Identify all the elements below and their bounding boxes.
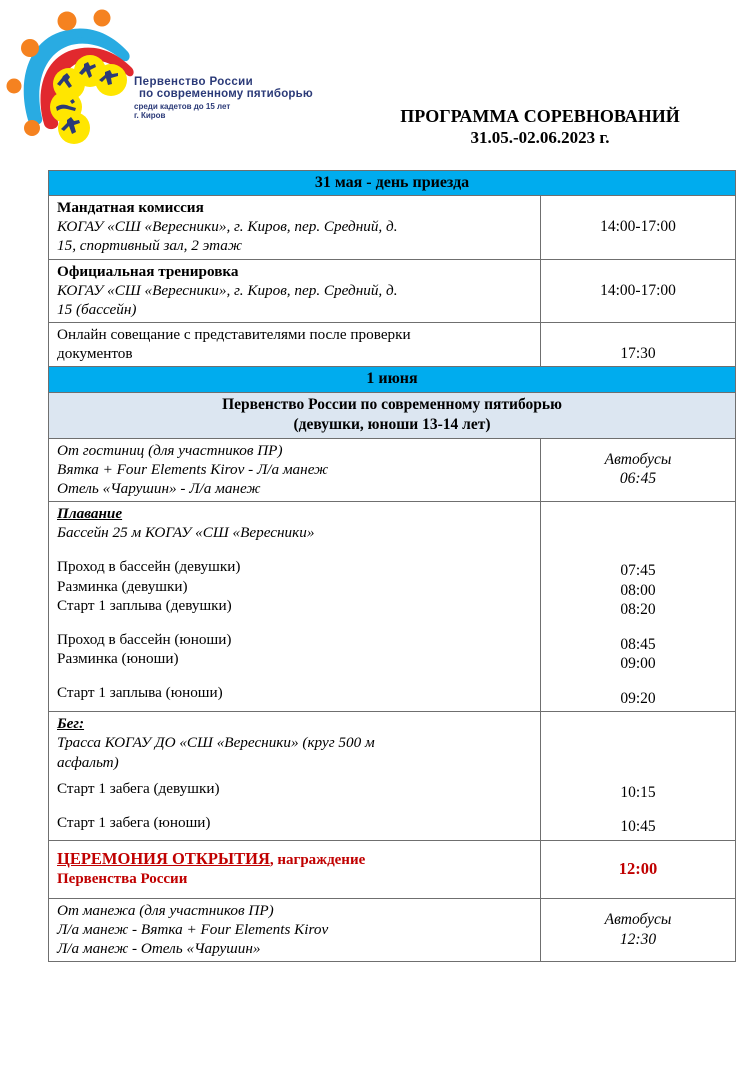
swimming-cell bbox=[49, 502, 541, 712]
transport-afternoon-line-2: Л/а манеж - Вятка + Four Elements Kirov bbox=[57, 921, 329, 939]
transport-morning-time-label: Автобусы bbox=[604, 450, 672, 468]
ceremony-first-line bbox=[57, 848, 534, 871]
swimming-item-4-label: Разминка (юноши) bbox=[57, 650, 179, 668]
table-row bbox=[49, 196, 736, 259]
pentathlon-emblem-icon bbox=[6, 8, 146, 148]
day-banner-row bbox=[49, 367, 736, 392]
swimming-times-cell bbox=[541, 502, 736, 712]
mandate-commission-venue-line-2: 15, спортивный зал, 2 этаж bbox=[57, 237, 242, 255]
online-meeting-cell bbox=[49, 323, 541, 367]
document-header bbox=[0, 0, 750, 160]
running-item-1-time: 10:45 bbox=[620, 818, 656, 836]
competition-banner-row bbox=[49, 392, 736, 438]
ceremony-title: ЦЕРЕМОНИЯ ОТКРЫТИЯ bbox=[57, 848, 270, 868]
day1-banner: 31 мая - день приезда bbox=[49, 171, 736, 196]
page-title bbox=[330, 106, 750, 149]
official-training-venue-line-2: 15 (бассейн) bbox=[57, 300, 137, 318]
table-row bbox=[49, 502, 736, 712]
online-meeting-line-2: документов bbox=[57, 345, 133, 363]
transport-morning-line-1: От гостиниц (для участников ПР) bbox=[57, 441, 283, 459]
official-training-time: 14:00-17:00 bbox=[541, 259, 736, 322]
ceremony-subtitle: , награждение bbox=[269, 851, 366, 868]
logo-block bbox=[6, 8, 336, 148]
swimming-heading: Плавание bbox=[57, 505, 123, 523]
swimming-item-2-time: 08:20 bbox=[620, 601, 656, 619]
logo-line-4: г. Киров bbox=[134, 111, 166, 121]
swimming-item-0-time: 07:45 bbox=[620, 562, 656, 580]
spacer bbox=[57, 615, 534, 630]
program-table bbox=[48, 170, 736, 962]
swimming-item-5-time: 09:20 bbox=[620, 689, 656, 707]
running-venue-line-1: Трасса КОГАУ ДО «СШ «Вересники» (круг 500 м bbox=[57, 734, 375, 752]
transport-morning-line-2: Вятка + Four Elements Kirov - Л/а манеж bbox=[57, 460, 329, 478]
logo-line-3: среди кадетов до 15 лет bbox=[134, 101, 231, 111]
transport-afternoon-line-3: Л/а манеж - Отель «Чарушин» bbox=[57, 940, 261, 958]
transport-afternoon-time-value: 12:30 bbox=[619, 930, 657, 948]
competition-banner-line-1: Первенство России по современному пятиборью bbox=[222, 395, 562, 413]
transport-morning-time-cell bbox=[541, 438, 736, 501]
official-training-title: Официальная тренировка bbox=[57, 262, 239, 280]
spacer bbox=[57, 668, 534, 683]
online-meeting-line-1: Онлайн совещание с представителями после проверки bbox=[57, 326, 411, 344]
running-times-cell bbox=[541, 712, 736, 841]
logo-line-2: по современному пятиборью bbox=[139, 88, 313, 101]
swimming-item-4-time: 09:00 bbox=[620, 655, 656, 673]
table-row bbox=[49, 259, 736, 322]
transport-afternoon-time-label: Автобусы bbox=[604, 911, 672, 929]
spacer bbox=[57, 798, 534, 813]
logo-text-block bbox=[134, 76, 334, 121]
day2-banner: 1 июня bbox=[49, 367, 736, 392]
running-item-0-time: 10:15 bbox=[620, 783, 656, 801]
mandate-commission-title: Мандатная комиссия bbox=[57, 199, 204, 217]
swimming-item-3-label: Проход в бассейн (юноши) bbox=[57, 630, 232, 648]
table-row bbox=[49, 898, 736, 961]
spacer bbox=[57, 542, 534, 557]
transport-morning-cell bbox=[49, 438, 541, 501]
mandate-commission-venue-line-1: КОГАУ «СШ «Вересники», г. Киров, пер. Средний, д. bbox=[57, 218, 398, 236]
ceremony-time: 12:00 bbox=[541, 840, 736, 898]
running-item-0-label: Старт 1 забега (девушки) bbox=[57, 779, 220, 797]
swimming-item-1-label: Разминка (девушки) bbox=[57, 577, 188, 595]
running-heading: Бег: bbox=[57, 715, 85, 733]
competition-banner-line-2: (девушки, юноши 13-14 лет) bbox=[293, 415, 491, 433]
mandate-commission-time: 14:00-17:00 bbox=[541, 196, 736, 259]
transport-afternoon-time-cell bbox=[541, 898, 736, 961]
swimming-item-0-label: Проход в бассейн (девушки) bbox=[57, 558, 241, 576]
competition-banner bbox=[49, 392, 736, 438]
swimming-item-2-label: Старт 1 заплыва (девушки) bbox=[57, 596, 232, 614]
day-banner-row bbox=[49, 171, 736, 196]
online-meeting-time: 17:30 bbox=[541, 323, 736, 367]
running-cell bbox=[49, 712, 541, 841]
running-item-1-label: Старт 1 забега (юноши) bbox=[57, 813, 211, 831]
official-training-venue-line-1: КОГАУ «СШ «Вересники», г. Киров, пер. Средний, д. bbox=[57, 281, 398, 299]
running-venue-line-2: асфальт) bbox=[57, 753, 119, 771]
table-row bbox=[49, 712, 736, 841]
table-row-ceremony bbox=[49, 840, 736, 898]
table-row bbox=[49, 323, 736, 367]
mandate-commission-cell bbox=[49, 196, 541, 259]
table-row bbox=[49, 438, 736, 501]
spacer bbox=[545, 802, 731, 817]
logo-line-1: Первенство России bbox=[134, 76, 254, 88]
spacer bbox=[545, 546, 731, 561]
ceremony-second-line: Первенства России bbox=[57, 871, 188, 888]
spacer bbox=[545, 620, 731, 635]
transport-morning-time-value: 06:45 bbox=[619, 470, 657, 488]
swimming-item-3-time: 08:45 bbox=[620, 635, 656, 653]
swimming-venue: Бассейн 25 м КОГАУ «СШ «Вересники» bbox=[57, 524, 315, 542]
swimming-item-5-label: Старт 1 заплыва (юноши) bbox=[57, 684, 223, 702]
page-title-line-2: 31.05.-02.06.2023 г. bbox=[470, 127, 610, 147]
transport-morning-line-3: Отель «Чарушин» - Л/а манеж bbox=[57, 480, 261, 498]
ceremony-cell bbox=[49, 840, 541, 898]
transport-afternoon-line-1: От манежа (для участников ПР) bbox=[57, 901, 274, 919]
official-training-cell bbox=[49, 259, 541, 322]
page-title-line-1: ПРОГРАММА СОРЕВНОВАНИЙ bbox=[400, 106, 680, 126]
transport-afternoon-cell bbox=[49, 898, 541, 961]
spacer bbox=[545, 674, 731, 689]
swimming-item-1-time: 08:00 bbox=[620, 581, 656, 599]
